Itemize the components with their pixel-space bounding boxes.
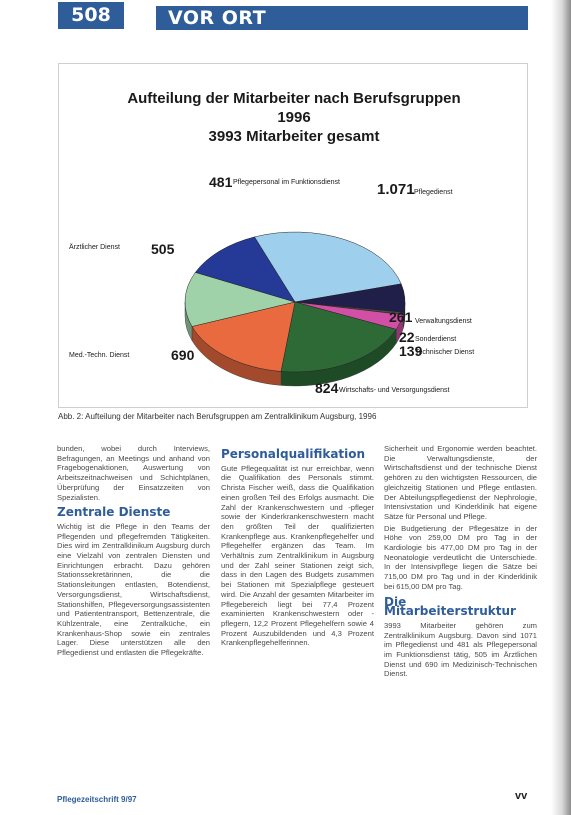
section-title: VOR ORT: [156, 6, 528, 30]
pie-chart-figure: [58, 63, 528, 408]
article-column-1: [57, 444, 210, 660]
publisher-logo: vv: [515, 790, 528, 802]
category-label: Ärztlicher Dienst: [69, 244, 120, 251]
journal-footer: Pflegezeitschrift 9/97: [57, 795, 137, 804]
data-value-label: 261: [389, 309, 413, 325]
data-value-label: 139: [399, 343, 423, 359]
article-column-3: [384, 444, 537, 681]
page-binding-shadow: [551, 0, 571, 815]
section-heading-mitarbeiterstruktur: Die Mitarbeiterstruktur: [384, 594, 516, 619]
column-paragraph: Wichtig ist die Pflege in den Teams der Pflegenden und pflegefremden Tätigkeiten. Dies wird im Zentralklinikum Augsburg durch eine Vielzahl von zentralen Diensten und Einrichtungen erbracht. Dazu gehören Stationssekretärinnen, die die Stationsleitungen entlasten, Botendienst, Versorgungsdienst, Wirtschaftsdienst, Stationshilfen, Pflegeversorgungsassistenten und Patiententransport, Bettenzentrale, die Kühlzentrale, eine Zentralküche, ein Krankenhaus-Shop sowie ein zentrales Lager. Diese unterstützen alle den Pflegedienst und entlasten die Pflegekräfte.: [57, 521, 210, 658]
category-label: Pflegepersonal im Funktionsdienst: [233, 179, 341, 186]
section-heading-zentrale-dienste: Zentrale Dienste: [57, 505, 171, 520]
data-value-label: 22: [399, 329, 415, 345]
category-label: Verwaltungsdienst: [415, 318, 472, 325]
column-paragraph: bunden, wobei durch Interviews, Befragungen, an Meetings und anhand von Fragebogenaktionen, Auswertung von Arbeitszeitnachweisen und Schichtplänen, Überprüfung der Einsatzzeiten von Spezialisten.: [57, 444, 210, 502]
category-label: Sonderdienst: [415, 336, 457, 343]
data-value-label: 690: [171, 347, 195, 363]
data-value-label: 505: [151, 241, 175, 257]
page-header: [0, 0, 571, 40]
data-value-label: 1.071: [377, 181, 415, 198]
category-label: Pflegedienst: [414, 189, 453, 196]
chart-title-line2: 1996: [277, 109, 311, 126]
article-column-2: [221, 444, 374, 650]
data-value-label: 481: [209, 174, 233, 190]
column-paragraph: Sicherheit und Ergonomie werden beachtet. Die Verwaltungsdienste, der Wirtschaftsdienst und der technische Dienst gehören zu den wichtigsten Ressourcen, die gleichzeitig Stationen und Pflege entlasten. Der Abteilungspflegedienst der Nephrologie, Intensivstation und Kinderklinik hat eigene Sätze für Personal und Pflege.: [384, 444, 537, 521]
category-label: Technischer Dienst: [415, 349, 475, 356]
chart-title-line3: 3993 Mitarbeiter gesamt: [208, 128, 380, 145]
column-paragraph: 3993 Mitarbeiter gehören zum Zentralklinikum Augsburg. Davon sind 1071 im Pflegedienst und 481 als Pflegepersonal im Funktionsdienst tätig, 505 im Ärztlichen Dienst und 690 im Medizinisch-Technischen Dienst.: [384, 620, 537, 679]
data-value-label: 824: [315, 380, 339, 396]
figure-caption: Abb. 2: Aufteilung der Mitarbeiter nach Berufsgruppen am Zentralklinikum Augsburg, 1996: [58, 412, 377, 421]
column-paragraph: Gute Pflegequalität ist nur erreichbar, wenn die Qualifikation des Personals stimmt. Christa Fischer weiß, dass die Qualifikation einen großen Teil des Erfolgs ausmacht. Die Zahl der Krankenschwestern und -pfleger sowie der Kinderkrankenschwestern macht den größten Teil der qualifizierten Krankenpflege aus. Krankenpflegehelfer und Pflegehelfer ergänzen das Team. Im Verhältnis zum Zentralklinikum in Augsburg und der Zahl seiner Stationen zeigt sich, dass in den Lagen des Budgets zusammen bei Stationen mit Spezialpflege gesteuert wird. Die Anzahl der gesamten Mitarbeiter im Pflegebereich liegt bei 77,4 Prozent examinierten Krankenschwestern oder -pflegern, 12,2 Prozent Pflegehelfern sowie 4 Prozent Auszubildenden und 4,3 Prozent Krankenpflegehelferinnen.: [221, 463, 374, 648]
category-label: Wirtschafts- und Versorgungsdienst: [339, 387, 450, 394]
column-paragraph: Die Budgetierung der Pflegesätze in der Höhe von 259,00 DM pro Tag in der Kardiologie bis 477,00 DM pro Tag in der Neonatologie verdeutlicht die Unterschiede. In der Intensivpflege liegen die Sätze bei 715,00 DM pro Tag und in der Kinderklinik bei 615,00 DM pro Tag.: [384, 523, 537, 591]
chart-title-line1: Aufteilung der Mitarbeiter nach Berufsgruppen: [127, 90, 461, 107]
pie-chart: [59, 64, 529, 409]
category-label: Med.-Techn. Dienst: [69, 352, 130, 359]
page-number: 508: [58, 2, 124, 29]
section-heading-personalqualifikation: Personalqualifikation: [221, 447, 366, 461]
